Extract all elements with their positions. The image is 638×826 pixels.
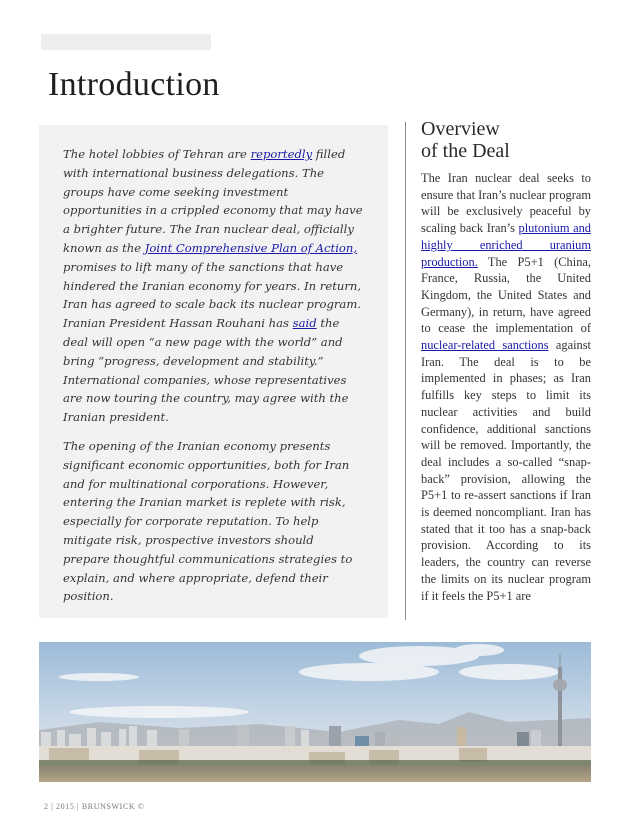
intro-paragraph-1 <box>63 145 363 427</box>
footer-year: 2015 <box>56 802 75 811</box>
jcpoa-link[interactable]: Joint Comprehensive Plan of Action, <box>144 240 358 255</box>
page-title: Introduction <box>48 66 220 103</box>
column-divider <box>405 122 406 620</box>
footer-brand: BRUNSWICK © <box>81 802 145 811</box>
footer-separator: | <box>51 802 54 811</box>
overview-body <box>421 170 591 604</box>
plutonium-uranium-link[interactable]: plutonium and highly enriched uranium production. <box>421 221 591 269</box>
intro-text: filled with international business delegations. The groups have come seeking investment opportunities in a crippled economy that may have a brighter future. The Iran nuclear deal, officially known as the <box>63 147 363 255</box>
intro-text: promises to lift many of the sanctions that have hindered the Iranian economy for years. In return, Iran has agreed to scale back its nuclear program. Iranian President Hassan Rouhani has <box>63 259 362 331</box>
footer-separator: | <box>77 802 80 811</box>
overview-text: against Iran. The deal is to be implemented in phases; as Iran fulfills key steps to limit its nuclear activities and build confidence, additional sanctions will be removed. Importantly, the deal includes a so-called “snap-back” provision, allowing the P5+1 to re-assert sanctions if Iran is deemed noncompliant. Iran has stated that it too has a snap-back provision. According to its leaders, the country can reverse the limits on its nuclear program if it feels the P5+1 are <box>421 338 591 603</box>
ground <box>39 766 591 782</box>
intro-text: The hotel lobbies of Tehran are <box>63 147 251 161</box>
overview-text: The Iran nuclear deal seeks to ensure that Iran’s nuclear program will be exclusively peaceful by scaling back Iran’s <box>421 171 591 236</box>
tehran-skyline-photo <box>39 642 591 782</box>
intro-sidebar-text <box>63 145 363 616</box>
overview-heading <box>421 118 611 162</box>
overview-text: The P5+1 (China, France, Russia, the United Kingdom, the United States and Germany), in return, have agreed to cease the implementation of <box>421 254 591 336</box>
intro-paragraph-2: The opening of the Iranian economy presents significant economic opportunities, both for Iran and for multinational corporations. However, entering the Iranian market is replete with risk, especially for corporate reputation. To help mitigate risk, prospective investors should prepare thoughtful communications strategies to explain, and where appropriate, defend their position. <box>63 438 353 604</box>
reportedly-link[interactable]: reportedly <box>250 147 313 161</box>
skyline-image <box>39 642 591 782</box>
header-placeholder-bar <box>41 34 211 50</box>
nuclear-sanctions-link[interactable]: nuclear-related sanctions <box>421 338 549 353</box>
page-number: 2 <box>44 802 49 811</box>
said-link[interactable]: said <box>292 316 317 331</box>
overview-heading-line2: of the Deal <box>421 140 510 162</box>
intro-text: the deal will open “a new page with the world” and bring “progress, development and stability.” International companies, whose representatives are now touring the country, may agree with the Iranian president. <box>63 316 349 425</box>
overview-paragraph <box>421 170 591 604</box>
overview-heading-line1: Overview <box>421 118 500 140</box>
page-footer <box>44 802 145 811</box>
